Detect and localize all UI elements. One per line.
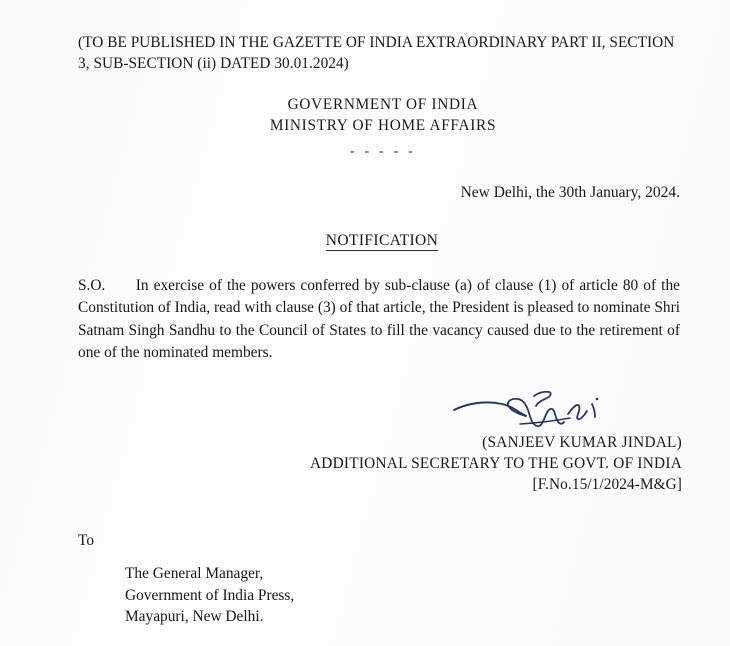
signatory-block	[78, 432, 682, 495]
notification-heading	[78, 232, 682, 250]
signatory-designation: ADDITIONAL SECRETARY TO THE GOVT. OF INDIA	[310, 455, 682, 473]
gazette-publication-line: (TO BE PUBLISHED IN THE GAZETTE OF INDIA EXTRAORDINARY PART II, SECTION 3, SUB-SECTION (ii) DATED 30.01.2024)	[78, 34, 675, 72]
signature-area	[78, 384, 682, 432]
addressee-line: Mayapuri, New Delhi.	[125, 608, 264, 626]
to-label: To	[78, 532, 95, 550]
so-label: S.O.	[78, 277, 106, 294]
government-of-india-line: GOVERNMENT OF INDIA	[287, 96, 479, 113]
place-and-date-line: New Delhi, the 30th January, 2024.	[460, 184, 680, 201]
so-tab-gap	[105, 277, 135, 294]
handwritten-signature-icon	[450, 384, 620, 432]
dash-separator: - - - - -	[349, 144, 417, 159]
notification-body-text: In exercise of the powers conferred by sub-clause (a) of clause (1) of article 80 of the Constitution of India, read with clause (3) of that article, the President is pleased to nominate Shri Satnam Singh Sandhu to the Council of States to fill the vacancy caused due to the retirement of one of the nominated members.	[78, 277, 680, 361]
notification-heading-text: NOTIFICATION	[325, 232, 439, 249]
signatory-name: (SANJEEV KUMAR JINDAL)	[482, 434, 682, 452]
ministry-header-block	[78, 94, 682, 162]
addressee-line: Government of India Press,	[125, 586, 295, 604]
addressee-block	[125, 563, 682, 628]
document-content	[78, 0, 682, 628]
file-number: [F.No.15/1/2024-M&G]	[532, 476, 682, 494]
addressee-line: The General Manager,	[125, 565, 264, 583]
notification-body-paragraph	[78, 275, 680, 364]
ministry-of-home-affairs-line: MINISTRY OF HOME AFFAIRS	[269, 117, 497, 134]
